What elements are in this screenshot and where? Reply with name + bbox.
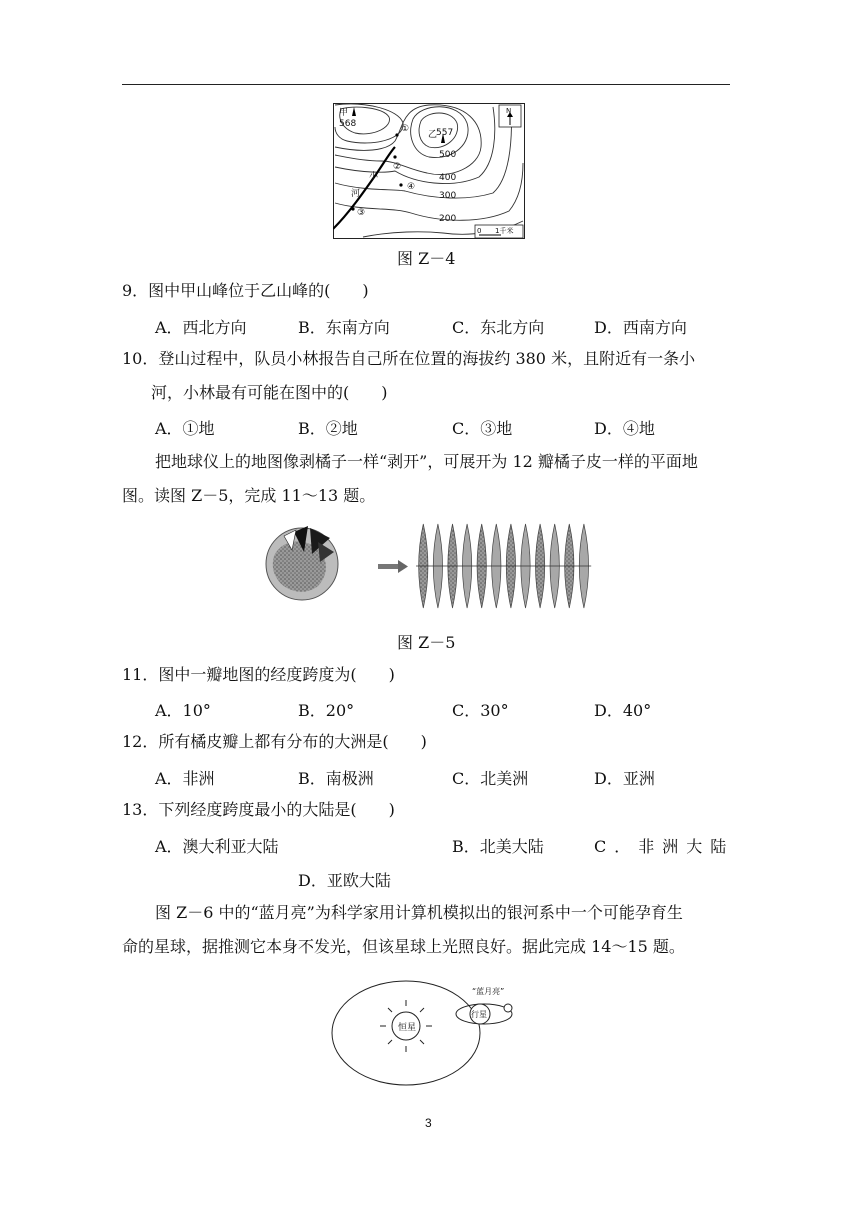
river-label-1: 小 xyxy=(369,172,379,182)
question-12-option-c: C．北美洲 xyxy=(452,769,529,788)
contour-label-200: 200 xyxy=(439,214,457,224)
question-12-option-a: A．非洲 xyxy=(155,769,215,788)
peak-yi-height: 557 xyxy=(436,128,454,138)
peak-yi-label: 乙 xyxy=(428,130,438,140)
star-label: 恒星 xyxy=(398,1023,417,1033)
question-9-option-b: B．东南方向 xyxy=(298,318,390,337)
question-11-option-c: C．30° xyxy=(452,701,509,720)
question-10-option-b: B．②地 xyxy=(298,419,358,438)
intro-14-15-line-1: 图 Z－6 中的“蓝月亮”为科学家用计算机模拟出的银河系中一个可能孕育生 xyxy=(155,903,683,922)
arrow-icon xyxy=(378,560,408,573)
question-13-option-a: A．澳大利亚大陆 xyxy=(155,837,279,856)
question-9-option-a: A．西北方向 xyxy=(155,318,247,337)
question-10-stem-line-1: 10．登山过程中，队员小林报告自己所在位置的海拔约 380 米，且附近有一条小 xyxy=(122,349,696,368)
star-planet-figure xyxy=(330,976,520,1088)
moon-label: “蓝月亮” xyxy=(472,987,505,996)
contour-label-500: 500 xyxy=(439,150,457,160)
question-12-option-d: D．亚洲 xyxy=(594,769,655,788)
question-9-stem: 9．图中甲山峰位于乙山峰的( ) xyxy=(122,281,369,300)
map-gores xyxy=(416,524,591,608)
question-13-option-c: C．非洲大陆 xyxy=(594,837,735,856)
contour-label-400: 400 xyxy=(439,173,457,183)
question-10-option-d: D．④地 xyxy=(594,419,655,438)
question-10-stem-line-2: 河，小林最有可能在图中的( ) xyxy=(151,383,388,402)
question-12-option-b: B．南极洲 xyxy=(298,769,374,788)
point-3-label: ③ xyxy=(357,208,366,218)
question-13-option-b: B．北美大陆 xyxy=(452,837,544,856)
river-label-2: 河 xyxy=(351,189,361,199)
point-2-label: ② xyxy=(393,162,402,172)
question-11-option-a: A．10° xyxy=(155,701,211,720)
question-10-option-c: C．③地 xyxy=(452,419,513,438)
question-13-option-d: D．亚欧大陆 xyxy=(298,871,391,890)
page-number: 3 xyxy=(425,1116,432,1130)
intro-11-13-line-2: 图。读图 Z－5，完成 11～13 题。 xyxy=(122,486,376,505)
header-rule xyxy=(122,84,730,85)
question-10-option-a: A．①地 xyxy=(155,419,215,438)
point-1-label: ① xyxy=(401,124,410,134)
scale-zero: 0 xyxy=(477,227,482,235)
globe-icon xyxy=(266,526,338,600)
intro-14-15-line-2: 命的星球，据推测它本身不发光，但该星球上光照良好。据此完成 14～15 题。 xyxy=(122,937,685,956)
point-4-label: ④ xyxy=(407,182,416,192)
intro-11-13-line-1: 把地球仪上的地图像剥橘子一样“剥开”，可展开为 12 瓣橘子皮一样的平面地 xyxy=(155,452,698,471)
question-11-option-b: B．20° xyxy=(298,701,355,720)
north-label: N xyxy=(506,107,512,115)
planet-label: 行星 xyxy=(471,1010,487,1019)
figure-z4-caption: 图 Z－4 xyxy=(397,249,456,268)
scale-label: 1千米 xyxy=(495,227,514,235)
peak-jia-label: 甲 xyxy=(339,108,349,118)
contour-map-figure xyxy=(333,103,525,239)
globe-gores-figure xyxy=(264,522,600,610)
question-11-stem: 11．图中一瓣地图的经度跨度为( ) xyxy=(122,665,395,684)
question-13-stem: 13．下列经度跨度最小的大陆是( ) xyxy=(122,800,395,819)
figure-z5-caption: 图 Z－5 xyxy=(397,633,456,652)
question-9-option-d: D．西南方向 xyxy=(594,318,687,337)
moon-icon xyxy=(504,1004,512,1012)
question-12-stem: 12．所有橘皮瓣上都有分布的大洲是( ) xyxy=(122,732,427,751)
question-9-option-c: C．东北方向 xyxy=(452,318,545,337)
contour-label-300: 300 xyxy=(439,191,457,201)
question-11-option-d: D．40° xyxy=(594,701,652,720)
peak-jia-height: 568 xyxy=(339,119,357,129)
